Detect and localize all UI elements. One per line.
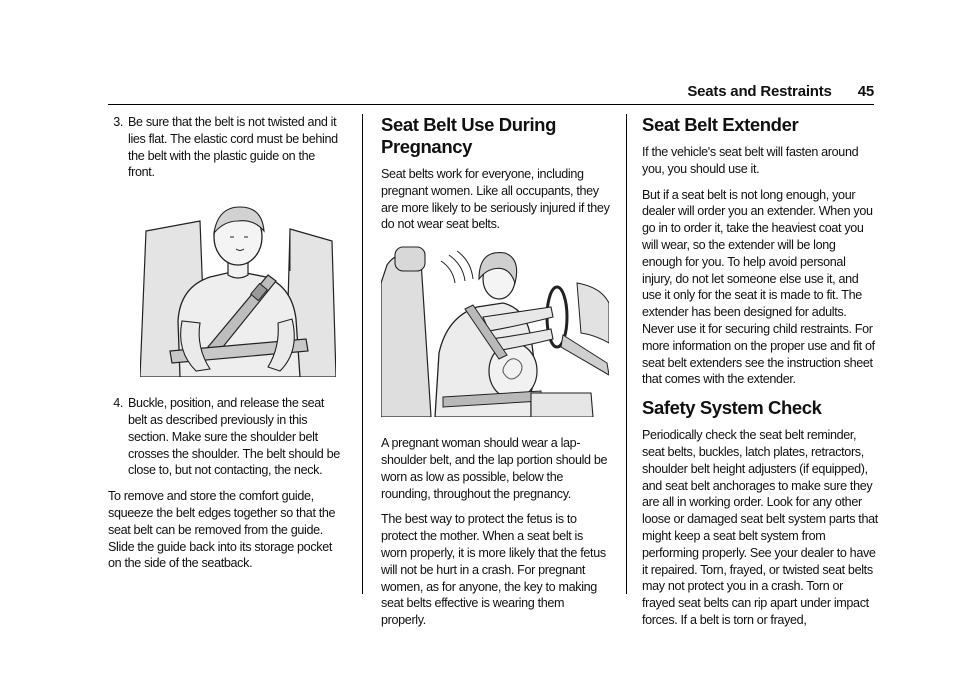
- safety-check-paragraph: Periodically check the seat belt reminder, seat belts, buckles, latch plates, retractors, shoulder belt height adjusters (if equipped), and seat belt anchorages to make sure they are all in working order. Look for any other loose or damaged seat belt system parts that might keep a seat belt system from performing properly. See your dealer to have it repaired. Torn, frayed, or twisted seat belts may not protect you in a crash. Torn or frayed seat belts can rip apart under impact forces. If a belt is torn or frayed,: [642, 428, 878, 627]
- step-number: 3.: [113, 115, 123, 129]
- comfort-guide-removal-paragraph: To remove and store the comfort guide, squeeze the belt edges together so that the seat belt can be removed from the guide. Slide the guide back into its storage pocket on the side of the seatback.: [108, 489, 336, 571]
- column-3: [642, 114, 878, 638]
- column-1: [108, 114, 344, 581]
- extender-heading: Seat Belt Extender: [642, 114, 799, 135]
- pregnancy-intro: Seat belts work for everyone, including pregnant women. Like all occupants, they are more likely to be seriously injured if they do not wear seat belts.: [381, 167, 610, 232]
- running-head: [687, 83, 874, 100]
- step-text: Buckle, position, and release the seat belt as described previously in this section. Make sure the shoulder belt crosses the shoulder. The belt should be close to, but not contacting, the neck.: [128, 396, 340, 478]
- column-divider: [362, 114, 363, 594]
- extender-paragraph-1: If the vehicle's seat belt will fasten around you, you should use it.: [642, 145, 859, 176]
- column-2: [381, 114, 611, 638]
- step-text: Be sure that the belt is not twisted and it lies flat. The elastic cord must be behind the belt with the plastic guide on the front.: [128, 115, 338, 180]
- pregnancy-paragraph-2: The best way to protect the fetus is to protect the mother. When a seat belt is worn properly, it is more likely that the fetus will not be hurt in a crash. For pregnant women, as for anyone, the key to making seat belts effective is wearing them properly.: [381, 512, 606, 628]
- pregnancy-paragraph-1: A pregnant woman should wear a lap-shoulder belt, and the lap portion should be worn as low as possible, below the rounding, throughout the pregnancy.: [381, 436, 608, 501]
- pregnant-woman-seat-belt-illustration: [381, 243, 609, 417]
- pregnancy-heading: Seat Belt Use During Pregnancy: [381, 114, 556, 157]
- extender-paragraph-2: But if a seat belt is not long enough, your dealer will order you an extender. When you go in to order it, take the heaviest coat you will wear, so the extender will be long enough for you. To help avoid personal injury, do not let someone else use it, and use it only for the seat it is made to fit. The extender has been designed for adults. Never use it for securing child restraints. For more information on the proper use and fit of seat belt extenders see the instruction sheet that comes with the extender.: [642, 187, 875, 387]
- comfort-guide-illustration: [140, 201, 336, 377]
- column-divider: [626, 114, 627, 594]
- step-3: [108, 114, 344, 181]
- page-number: 45: [857, 83, 874, 100]
- safety-check-heading: Safety System Check: [642, 397, 822, 419]
- step-4: [108, 395, 344, 479]
- step-number: 4.: [113, 396, 123, 411]
- header-rule: [108, 104, 874, 105]
- section-title: Seats and Restraints: [687, 83, 832, 100]
